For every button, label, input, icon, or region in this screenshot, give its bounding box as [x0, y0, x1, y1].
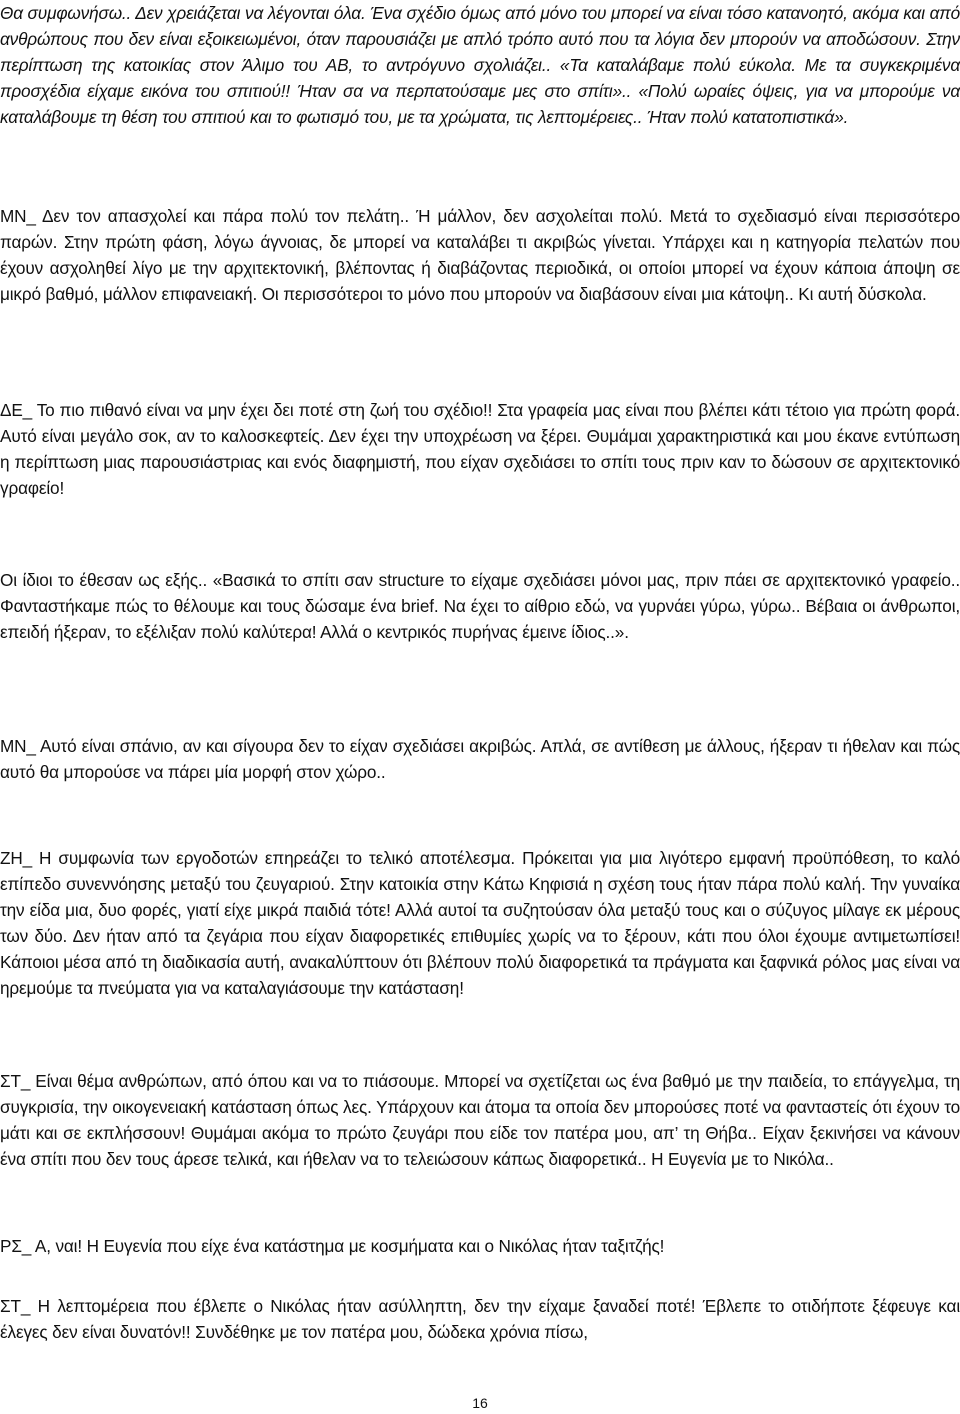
paragraph-de: ΔΕ_ Το πιο πιθανό είναι να μην έχει δει ποτέ στη ζωή του σχέδιο!! Στα γραφεία μας είναι που βλέπει κάτι τέτοιο για πρώτη φορά. Αυτό είναι μεγάλο σοκ, αν το καλοσκεφτείς. Δεν έχει την υποχρέωση να ξέρει. Θυμάμαι χαρακτηριστικά και μου έκανε εντύπωση η περίπτωση μιας παρουσιάστριας και ενός διαφημιστή, που είχαν σχεδιάσει το σπίτι τους πριν καν το δώσουν σε αρχιτεκτονικό γραφείο!	[0, 400, 960, 498]
paragraph-mn-2: ΜΝ_ Αυτό είναι σπάνιο, αν και σίγουρα δεν το είχαν σχεδιάσει ακριβώς. Απλά, σε αντίθεση με άλλους, ήξεραν τι ήθελαν και πώς αυτό θα μπορούσε να πάρει μία μορφή στον χώρο..	[0, 736, 960, 782]
paragraph-rs: ΡΣ_ Α, ναι! Η Ευγενία που είχε ένα κατάστημα με κοσμήματα και ο Νικόλας ήταν ταξιτζής!	[0, 1236, 665, 1256]
page-number: 16	[472, 1395, 488, 1411]
paragraph-st-1: ΣΤ_ Είναι θέμα ανθρώπων, από όπου και να το πιάσουμε. Μπορεί να σχετίζεται ως ένα βαθμό με την παιδεία, το επάγγελμα, τη συγκρισία, την οικογενειακή κατάσταση όπως λες. Υπάρχουν και άτομα τα οποία δεν μπορούσες ποτέ να φανταστείς ότι έχουν το μάτι και σε εκπλήσσουν! Θυμάμαι ακόμα το πρώτο ζευγάρι που είδε τον πατέρα μου, απ’ τη Θήβα.. Είχαν ξεκινήσει να κάνουν ένα σπίτι που δεν τους άρεσε τελικά, και ήθελαν να το τελειώσουν κάπως διαφορετικά.. Η Ευγενία με το Νικόλα..	[0, 1071, 960, 1169]
paragraph-mn-1: ΜΝ_ Δεν τον απασχολεί και πάρα πολύ τον πελάτη.. Ή μάλλον, δεν ασχολείται πολύ. Μετά το σχεδιασμό είναι περισσότερο παρών. Στην πρώτη φάση, λόγω άγνοιας, δε μπορεί να καταλάβει τι ακριβώς γίνεται. Υπάρχει και η κατηγορία πελατών που έχουν ασχοληθεί λίγο με την αρχιτεκτονική, βλέποντας ή διαβάζοντας περιοδικά, οι οποίοι μπορεί να έχουν κάποια άποψη σε μικρό βαθμό, μάλλον επιφανειακή. Οι περισσότεροι το μόνο που μπορούν να διαβάσουν είναι μια κάτοψη.. Κι αυτή δύσκολα.	[0, 206, 960, 304]
paragraph-st-2: ΣΤ_ Η λεπτομέρεια που έβλεπε ο Νικόλας ήταν ασύλληπτη, δεν την είχαμε ξαναδεί ποτέ! Έβλεπε το οτιδήποτε ξέφευγε και έλεγες δεν είναι δυνατόν!! Συνδέθηκε με τον πατέρα μου, δώδεκα χρόνια πίσω,	[0, 1296, 960, 1342]
paragraph-intro: Θα συμφωνήσω.. Δεν χρειάζεται να λέγονται όλα. Ένα σχέδιο όμως από μόνο του μπορεί να είναι τόσο κατανοητό, ακόμα και από ανθρώπους που δεν είναι εξοικειωμένοι, όταν παρουσιάζει με απλό τρόπο αυτό που τα λόγια δεν μπορούν να αποδώσουν. Στην περίπτωση της κατοικίας στον Άλιμο του ΑΒ, το αντρόγυνο σχολιάζει.. «Τα καταλάβαμε πολύ εύκολα. Με τα συγκεκριμένα προσχέδια είχαμε εικόνα του σπιτιού!! Ήταν σα να περπατούσαμε μες στο σπίτι».. «Πολύ ωραίες όψεις, για να μπορούμε να καταλάβουμε τη θέση του σπιτιού και το φωτισμό του, με τα χρώματα, τις λεπτομέρειες.. Ήταν πολύ κατατοπιστικά».	[0, 3, 960, 127]
paragraph-quote: Οι ίδιοι το έθεσαν ως εξής.. «Βασικά το σπίτι σαν structure το είχαμε σχεδιάσει μόνοι μας, πριν πάει σε αρχιτεκτονικό γραφείο.. Φανταστήκαμε πώς το θέλουμε και τους δώσαμε ένα brief. Να έχει το αίθριο εδώ, να γυρνάει γύρω, γύρω.. Βέβαια οι άνθρωποι, επειδή ήξεραν, το εξέλιξαν πολύ καλύτερα! Αλλά ο κεντρικός πυρήνας έμεινε ίδιος..».	[0, 570, 960, 642]
paragraph-zi: ΖΗ_ Η συμφωνία των εργοδοτών επηρεάζει το τελικό αποτέλεσμα. Πρόκειται για μια λιγότερο εμφανή προϋπόθεση, το καλό επίπεδο συνεννόησης μεταξύ του ζευγαριού. Στην κατοικία στην Κάτω Κηφισιά η σχέση τους ήταν πάρα πολύ καλή. Την γυναίκα την είδα μια, δυο φορές, γιατί είχε μικρά παιδιά τότε! Αλλά αυτοί τα συζητούσαν όλα μεταξύ τους και ο σύζυγος μίλαγε εκ μέρους των δύο. Δεν ήταν από τα ζεγάρια που είχαν διαφορετικές επιθυμίες χωρίς να το ξέρουν, κάτι που όλοι έχουμε αντιμετωπίσει! Κάποιοι μέσα από τη διαδικασία αυτή, ανακαλύπτουν ότι βλέπουν πολύ διαφορετικά τα πράγματα και ξαφνικά ρόλος μας είναι να ηρεμούμε τα πνεύματα για να καταλαγιάσουμε την κατάσταση!	[0, 848, 960, 998]
